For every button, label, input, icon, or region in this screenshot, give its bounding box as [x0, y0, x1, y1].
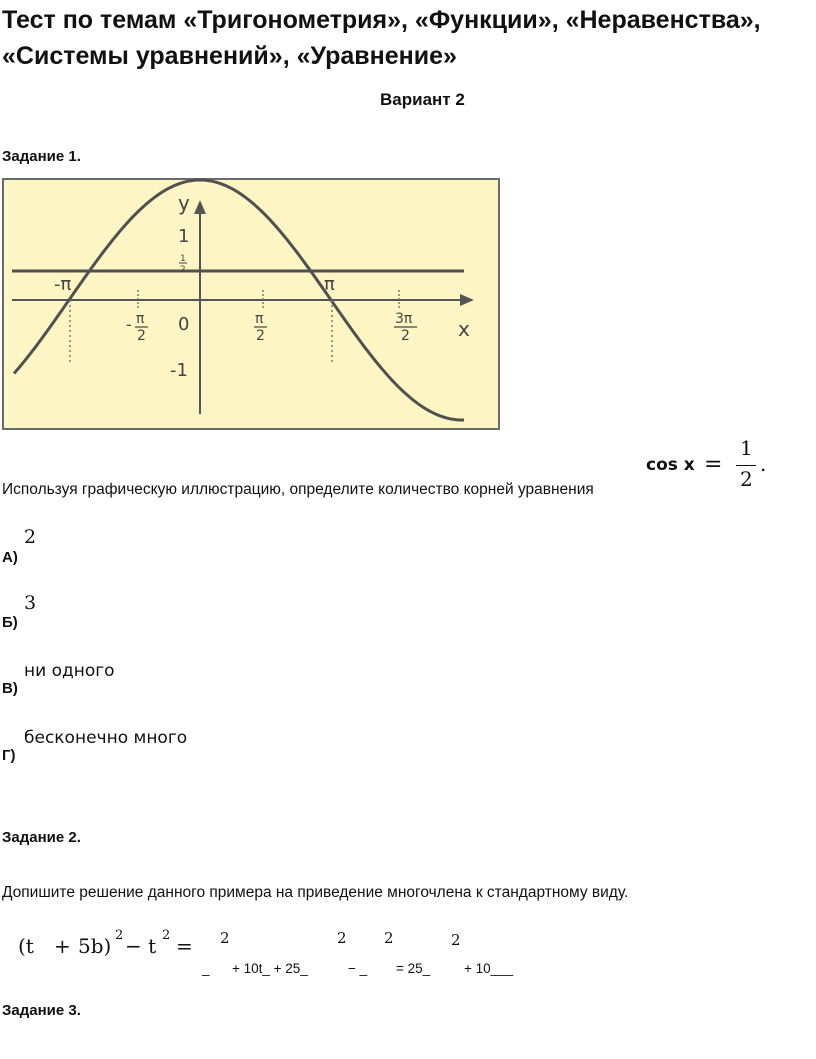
expr-plus: + — [54, 934, 71, 958]
solution-minus: − _ — [348, 961, 368, 976]
option-d-value: бесконечно много — [24, 728, 188, 748]
tick-label-half-num: 1 — [180, 254, 186, 264]
tick-label-three-half-pi-den: 2 — [401, 328, 410, 344]
cosine-graph — [2, 178, 500, 430]
expr-exp: 2 — [115, 928, 124, 943]
tick-label-one: 1 — [178, 226, 190, 247]
solution-sup-1: 2 — [220, 929, 230, 947]
solution-part-2: = 25_ — [396, 961, 431, 976]
option-c-value: ни одного — [24, 661, 115, 681]
option-d-label: Г) — [2, 747, 16, 764]
tick-label-minus-pi: -π — [54, 274, 72, 295]
task1-heading: Задание 1. — [2, 148, 81, 165]
expr-minus: − t — [125, 934, 157, 958]
task2-description: Допишите решение данного примера на приведение многочлена к стандартному виду. — [2, 884, 629, 901]
tick-label-minus-one: -1 — [170, 360, 188, 381]
task2-heading: Задание 2. — [2, 829, 81, 846]
tick-label-minus-half-pi-sign: - — [126, 315, 132, 334]
task3-heading: Задание 3. — [2, 1002, 81, 1019]
solution-part-1: + 10t_ + 25_ — [232, 961, 308, 976]
equation-fraction-bar — [736, 465, 756, 466]
graph-frame — [3, 179, 499, 429]
variant-label: Вариант 2 — [380, 90, 465, 109]
page-title: Тест по темам «Тригонометрия», «Функции», «Неравенства», «Системы уравнений», «Уравнение» — [2, 6, 761, 70]
option-a-value: 2 — [24, 526, 37, 548]
expr-eq: = — [176, 934, 193, 958]
expr-open: (t — [18, 934, 34, 958]
tick-label-half-pi-num: π — [255, 311, 264, 327]
option-a-label: А) — [2, 549, 18, 566]
task2-expression — [18, 928, 218, 968]
solution-blank-1: _ — [202, 961, 210, 976]
solution-sup-3: 2 — [384, 929, 394, 947]
solution-part-3: + 10___ — [464, 961, 514, 976]
equation-cos — [646, 436, 776, 496]
tick-label-half-pi-den: 2 — [256, 328, 265, 344]
expr-term: 5b) — [78, 934, 112, 958]
tick-label-minus-half-pi-den: 2 — [137, 328, 146, 344]
equation-lhs: cos x — [646, 455, 695, 475]
option-b-label: Б) — [2, 614, 18, 631]
tick-label-half-den: 2 — [180, 265, 186, 275]
x-axis-label: x — [458, 317, 470, 341]
tick-label-zero: 0 — [178, 314, 190, 335]
equation-num: 1 — [740, 436, 753, 460]
tick-label-three-half-pi-num: 3π — [395, 311, 413, 327]
equation-den: 2 — [740, 467, 753, 491]
solution-sup-2: 2 — [337, 929, 347, 947]
option-b-value: 3 — [24, 592, 37, 614]
tick-label-pi: π — [324, 274, 335, 295]
equation-dot: . — [760, 452, 767, 476]
tick-label-minus-half-pi-num: π — [136, 311, 145, 327]
y-axis-label: y — [178, 191, 190, 215]
option-c-label: В) — [2, 680, 18, 697]
equation-eq: = — [704, 452, 723, 477]
task1-question: Используя графическую иллюстрацию, определите количество корней уравнения — [2, 481, 594, 498]
expr-exp2: 2 — [162, 928, 171, 943]
solution-sup-4: 2 — [451, 931, 461, 949]
